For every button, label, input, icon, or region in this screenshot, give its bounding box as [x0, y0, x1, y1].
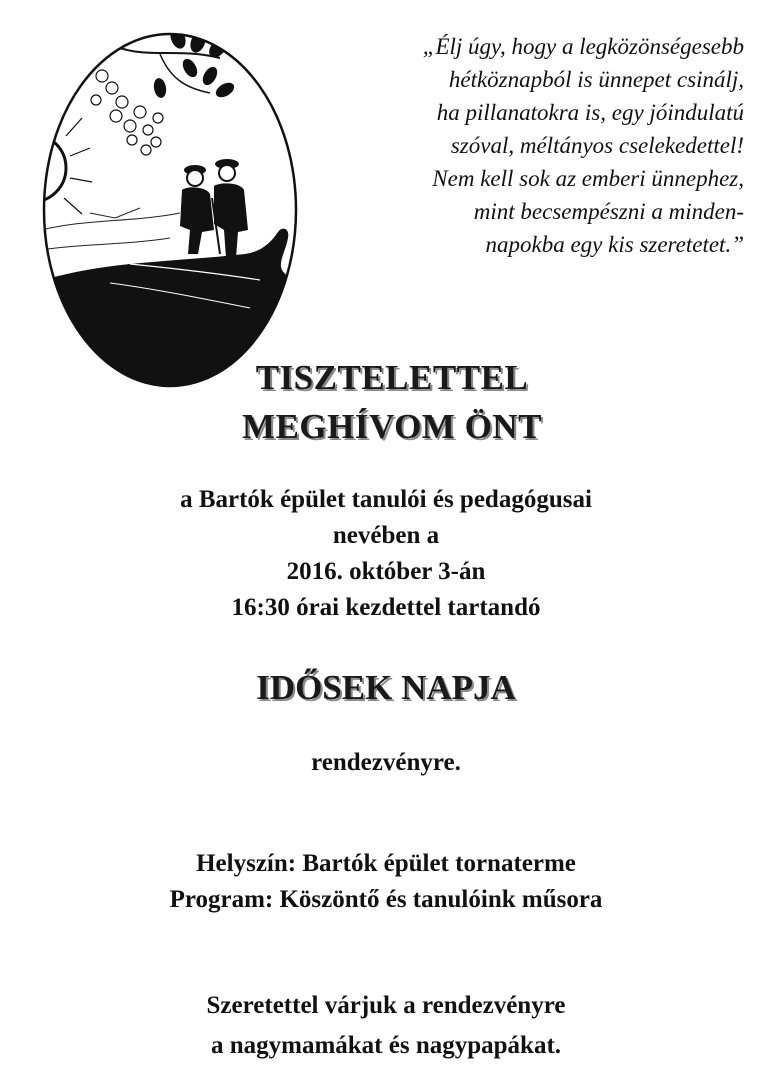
quote-block	[274, 30, 744, 261]
landscape-lines-icon	[25, 208, 180, 253]
event-suffix: rendezvényre.	[311, 749, 461, 776]
body-line-organizers: a Bartók épület tanulói és pedagógusai	[180, 486, 592, 513]
quote-line: szóval, méltányos cselekedettel!	[450, 133, 744, 158]
invitation-heading-line2: MEGHÍVOM ÖNT	[242, 407, 542, 446]
closing-message	[0, 986, 772, 1066]
quote-line: napokba egy kis szeretetet.”	[485, 232, 744, 257]
oval-hand-elderly-couple-illustration	[20, 18, 310, 398]
sun-icon	[20, 134, 66, 202]
body-line-date: 2016. október 3-án	[286, 558, 486, 585]
sun-rays-icon	[64, 118, 92, 214]
quote-line: Nem kell sok az emberi ünnephez,	[432, 166, 744, 191]
quote-line: hétköznapból is ünnepet csinálj,	[448, 67, 744, 92]
closing-line: a nagymamákat és nagypapákat.	[210, 1032, 562, 1059]
closing-line: Szeretettel várjuk a rendezvényre	[206, 992, 566, 1019]
body-line-time: 16:30 órai kezdettel tartandó	[231, 594, 541, 621]
event-location: Helyszín: Bartók épület tornaterme	[196, 850, 576, 877]
quote-line: mint becsempészni a minden-	[473, 199, 744, 224]
body-line-on-behalf: nevében a	[332, 522, 440, 549]
elderly-couple-icon	[180, 159, 248, 258]
illustration-scene	[20, 25, 310, 398]
invitation-heading-line1: TISZTELETTEL	[255, 358, 529, 397]
quote-line: „Élj úgy, hogy a legközönségesebb	[422, 34, 744, 59]
event-program: Program: Köszöntő és tanulóink műsora	[169, 886, 603, 913]
event-title: IDŐSEK NAPJA	[256, 668, 516, 707]
invitation-body	[0, 482, 772, 626]
quote-line: ha pillanatokra is, egy jóindulatú	[436, 100, 744, 125]
event-details	[0, 846, 772, 918]
